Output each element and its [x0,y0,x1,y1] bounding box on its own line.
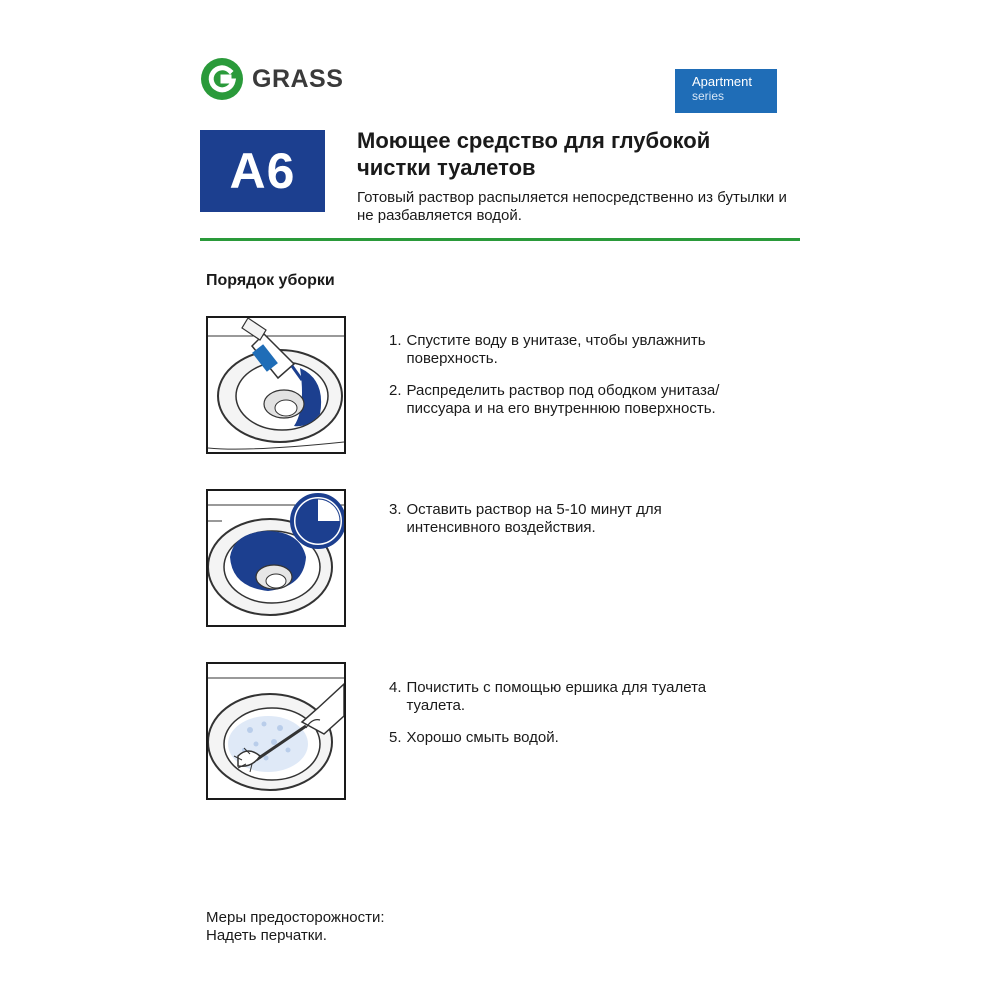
precautions [206,909,385,945]
product-description: Готовый раствор распыляется непосредственно из бутылки и не разбавляется водой. [357,189,787,224]
illustration-step-3 [206,489,346,627]
steps-group-1 [389,332,749,432]
step-text: Спустите воду в унитазе, чтобы увлажнить поверхность. [406,332,706,367]
step-text: Почистить с помощью ершика для туалета туалета. [406,679,707,714]
divider-line [200,238,800,241]
step-item [389,332,749,368]
step-number: 4. [389,679,402,696]
section-title: Порядок уборки [206,272,335,289]
product-code: A6 [200,130,325,212]
series-badge [675,69,777,113]
step-number: 2. [389,382,402,399]
brand-name: GRASS [252,64,344,93]
series-line-1: Apartment [692,74,752,89]
steps-group-2 [389,501,749,551]
brand-logo [200,57,343,101]
steps-group-3 [389,679,749,761]
step-text: Распределить раствор под ободком унитаза/писсуара и на его внутреннюю поверхность. [406,382,720,417]
toilet-with-timer-icon [208,491,344,625]
precautions-text: Надеть перчатки. [206,927,327,944]
precautions-heading: Меры предосторожности: [206,909,385,926]
bottle-pouring-into-toilet-icon [208,318,344,452]
step-number: 5. [389,729,402,746]
series-line-2: series [692,89,725,103]
toilet-brush-cleaning-icon [208,664,344,798]
step-number: 3. [389,501,402,518]
illustration-step-1 [206,316,346,454]
step-number: 1. [389,332,402,349]
step-text: Оставить раствор на 5-10 минут для интенсивного воздействия. [406,501,662,536]
step-item [389,679,749,715]
step-text: Хорошо смыть водой. [406,729,559,746]
product-title: Моющее средство для глубокой чистки туалетов [357,128,711,180]
step-item [389,501,749,537]
step-item [389,382,749,418]
grass-logo-icon [200,57,244,101]
step-item [389,729,749,747]
illustration-step-4 [206,662,346,800]
